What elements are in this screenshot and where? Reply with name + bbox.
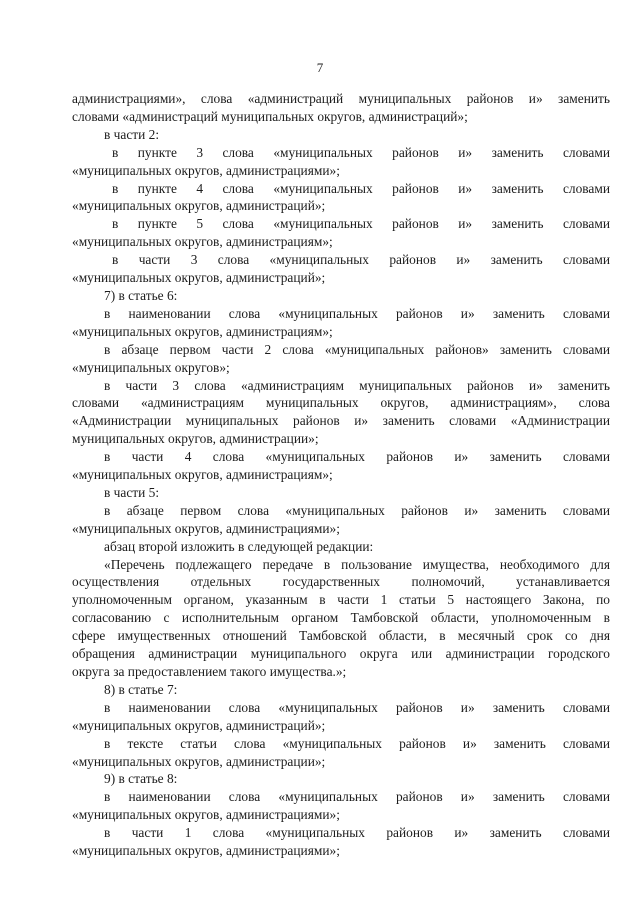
text-line: в наименовании слова «муниципальных районов и» заменить словами xyxy=(104,305,610,321)
text-line: «муниципальных округов, администраций»; xyxy=(72,717,326,733)
text-line: «Администрации муниципальных районов и» заменить словами «Администрации xyxy=(72,413,610,429)
text-line: в части 3 слова «администрациям муниципальных районов и» заменить xyxy=(104,377,610,393)
text-line: согласованию с исполнительным органом Тамбовской области, уполномоченным в xyxy=(72,610,610,626)
text-line: «Перечень подлежащего передаче в пользование имущества, необходимого для xyxy=(104,556,610,572)
text-line: в части 5: xyxy=(104,484,160,500)
text-line: в абзаце первом слова «муниципальных районов и» заменить словами xyxy=(104,502,610,518)
text-line: словами «администрациям муниципальных округов, администрациям», слова xyxy=(72,395,610,411)
text-line: в пункте 4 слова «муниципальных районов и» заменить словами xyxy=(112,180,610,196)
text-line: сфере имущественных отношений Тамбовской области, в месячный срок со дня xyxy=(72,628,610,644)
text-line: в части 4 слова «муниципальных районов и» заменить словами xyxy=(104,449,610,465)
text-line: «муниципальных округов, администрациями»; xyxy=(72,807,340,823)
text-line: 7) в статье 6: xyxy=(104,287,178,303)
text-line: 8) в статье 7: xyxy=(104,681,178,697)
text-line: в пункте 5 слова «муниципальных районов и» заменить словами xyxy=(112,216,610,232)
text-line: абзац второй изложить в следующей редакции: xyxy=(104,538,374,554)
text-line: уполномоченным органом, указанным в части 1 статьи 5 настоящего Закона, по xyxy=(72,592,610,608)
text-line: «муниципальных округов, администрациям»; xyxy=(72,323,333,339)
text-line: в части 3 слова «муниципальных районов и» заменить словами xyxy=(112,252,610,268)
text-line: округа за предоставлением такого имущества.»; xyxy=(72,664,347,679)
text-line: словами «администраций муниципальных округов, администраций»; xyxy=(72,108,468,124)
text-line: обращения администрации муниципального округа или администрации городского xyxy=(72,646,610,662)
text-line: «муниципальных округов»; xyxy=(72,359,230,375)
text-line: «муниципальных округов, администрациями»; xyxy=(72,843,340,859)
text-line: «муниципальных округов, администрациями»; xyxy=(72,520,340,536)
page-number: 7 xyxy=(316,60,324,75)
text-line: 9) в статье 8: xyxy=(104,771,178,787)
text-line: «муниципальных округов, администраций»; xyxy=(72,270,326,286)
text-line: в пункте 3 слова «муниципальных районов и» заменить словами xyxy=(112,144,610,160)
text-line: в абзаце первом части 2 слова «муниципальных районов» заменить словами xyxy=(104,341,610,357)
text-line: «муниципальных округов, администрациям»; xyxy=(72,467,333,483)
text-line: муниципальных округов, администрации»; xyxy=(72,431,319,447)
text-line: в тексте статьи слова «муниципальных районов и» заменить словами xyxy=(104,735,610,751)
text-line: «муниципальных округов, администрациям»; xyxy=(72,234,333,250)
text-line: в наименовании слова «муниципальных районов и» заменить словами xyxy=(104,789,610,805)
text-line: «муниципальных округов, администрациями»; xyxy=(72,162,340,178)
text-line: «муниципальных округов, администраций»; xyxy=(72,198,326,214)
text-line: в части 1 слова «муниципальных районов и» заменить словами xyxy=(104,825,610,841)
text-line: осуществления отдельных государственных полномочий, устанавливается xyxy=(72,574,610,590)
text-line: в части 2: xyxy=(104,126,160,142)
text-line: администрациями», слова «администраций муниципальных районов и» заменить xyxy=(72,91,610,106)
text-line: в наименовании слова «муниципальных районов и» заменить словами xyxy=(104,699,610,715)
text-line: «муниципальных округов, администрации»; xyxy=(72,753,326,769)
document-body xyxy=(72,90,610,860)
